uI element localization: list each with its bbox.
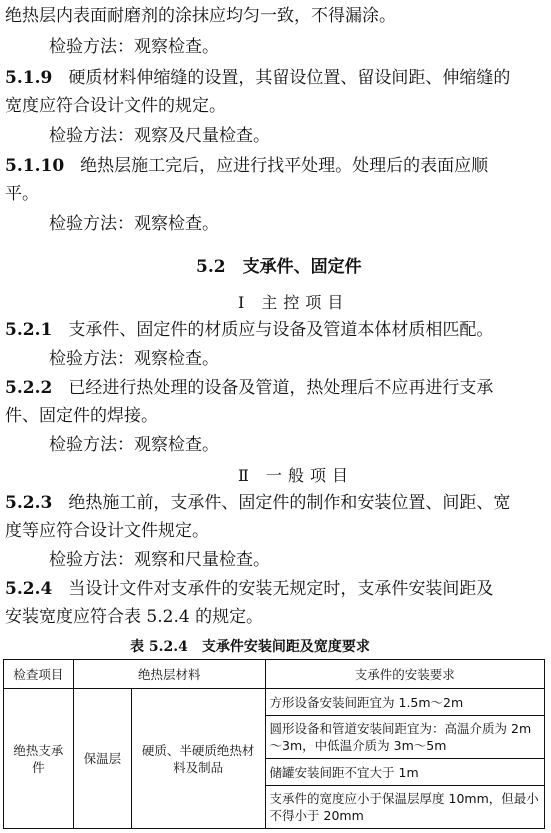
text-line: 绝热层内表面耐磨剂的涂抹应均匀一致，不得漏涂。 — [5, 6, 396, 26]
spec-table — [3, 659, 545, 829]
clause-text: 支承件、固定件的材质应与设备及管道本体材质相匹配。 — [68, 320, 494, 340]
clause-text: 硬质材料伸缩缝的设置，其留设位置、留设间距、伸缩缝的 — [68, 68, 511, 88]
header-insulation-material: 绝热层材料 — [73, 660, 265, 689]
clause-text: 件、固定件的焊接。 — [5, 406, 158, 426]
cell-layer: 保温层 — [73, 689, 131, 829]
inspection-method: 检验方法：观察和尺量检查。 — [49, 550, 270, 570]
inspection-method: 检验方法：观察检查。 — [49, 435, 219, 455]
cell-material: 硬质、半硬质绝热材料及制品 — [131, 689, 265, 829]
clause-text: 当设计文件对支承件的安装无规定时，支承件安装间距及 — [68, 579, 494, 599]
clause-text: 安装宽度应符合表 5.2.4 的规定。 — [5, 607, 264, 627]
clause-text: 已经进行热处理的设备及管道，热处理后不应再进行支承 — [68, 378, 494, 398]
clause-5-2-3 — [5, 493, 510, 513]
cell-inspection-item: 绝热支承件 — [4, 689, 74, 829]
table-header-row — [4, 660, 545, 689]
header-inspection-item: 检查项目 — [4, 660, 74, 689]
table-title: 表 5.2.4 支承件安装间距及宽度要求 — [130, 639, 370, 655]
clause-text: 宽度应符合设计文件的规定。 — [5, 96, 226, 116]
clause-text: 平。 — [5, 184, 39, 204]
inspection-method: 检验方法：观察检查。 — [49, 214, 219, 234]
subsection-general: Ⅱ 一般项目 — [238, 466, 354, 485]
clause-number: 5.2.1 — [5, 320, 53, 340]
clause-5-1-10 — [5, 156, 488, 176]
cell-requirement: 圆形设备和管道安装间距宜为：高温介质为 2m～3m，中低温介质为 3m～5m — [265, 716, 544, 759]
clause-5-2-2 — [5, 378, 493, 398]
clause-number: 5.2.4 — [5, 579, 53, 599]
subsection-main-control: Ⅰ 主控项目 — [238, 293, 350, 312]
cell-requirement: 方形设备安装间距宜为 1.5m～2m — [265, 689, 544, 716]
table-row — [4, 689, 545, 716]
clause-text: 度等应符合设计文件规定。 — [5, 521, 209, 541]
inspection-method: 检验方法：观察检查。 — [49, 37, 219, 57]
section-title: 5.2 支承件、固定件 — [196, 257, 362, 277]
clause-number: 5.1.9 — [5, 68, 53, 88]
clause-5-1-9 — [5, 68, 510, 88]
cell-requirement: 支承件的宽度应小于保温层厚度 10mm，但最小不得小于 20mm — [265, 786, 544, 829]
inspection-method: 检验方法：观察检查。 — [49, 349, 219, 369]
cell-requirement: 储罐安装间距不宜大于 1m — [265, 759, 544, 786]
clause-5-2-1 — [5, 320, 493, 340]
clause-5-2-4 — [5, 579, 493, 599]
clause-number: 5.1.10 — [5, 156, 65, 176]
clause-text: 绝热施工前，支承件、固定件的制作和安装位置、间距、宽 — [68, 493, 511, 513]
clause-text: 绝热层施工完后，应进行找平处理。处理后的表面应顺 — [80, 156, 489, 176]
header-requirement: 支承件的安装要求 — [265, 660, 544, 689]
inspection-method: 检验方法：观察及尺量检查。 — [49, 126, 270, 146]
clause-number: 5.2.3 — [5, 493, 53, 513]
clause-number: 5.2.2 — [5, 378, 53, 398]
